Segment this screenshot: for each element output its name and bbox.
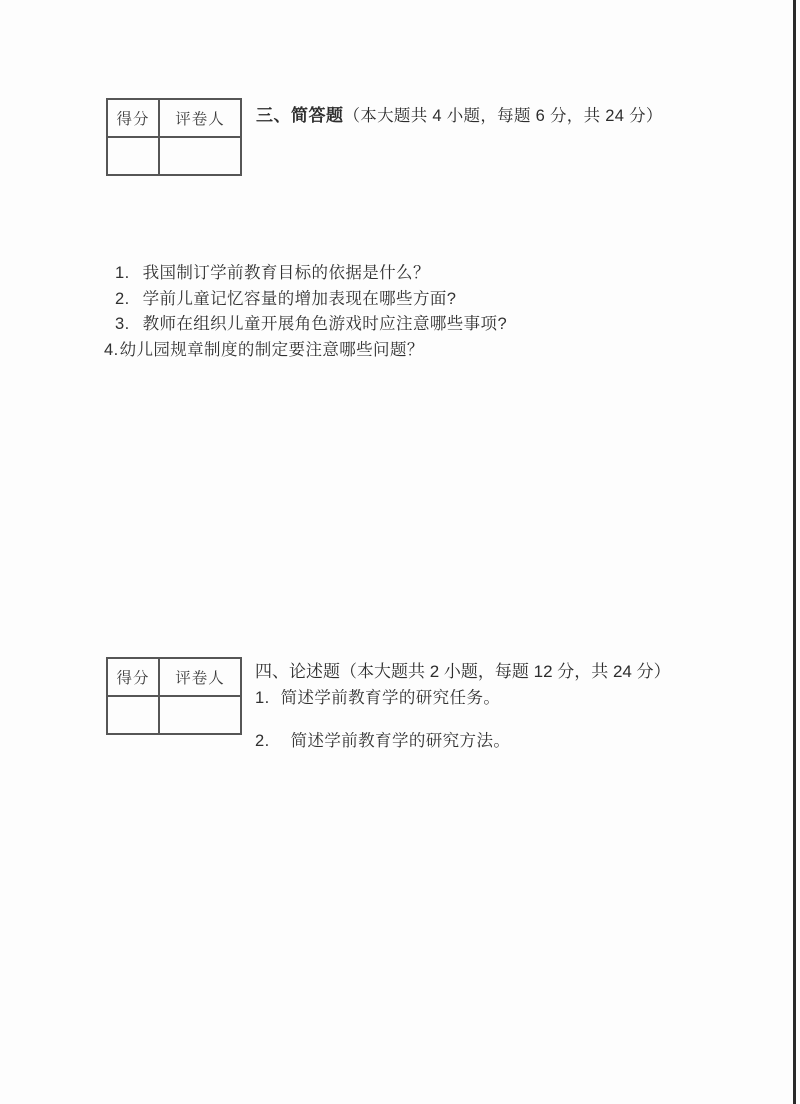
section3-title: 三、简答题 [256,106,344,125]
score-empty-cell [107,137,159,175]
question-text: 简述学前教育学的研究方法。 [290,732,511,750]
question-item [104,338,507,364]
question-number: 1. [255,689,270,707]
section4-title: 四、论述题 [255,662,340,681]
section3-title-note: （本大题共 4 小题，每题 6 分，共 24 分） [343,107,663,125]
question-text: 我国制订学前教育目标的依据是什么？ [142,264,430,282]
section4-title-note: （本大题共 2 小题，每题 12 分，共 24 分） [340,662,671,681]
section3-header [256,101,663,126]
question-text: 教师在组织儿童开展角色游戏时应注意哪些事项? [142,315,508,333]
grader-empty-cell [159,696,241,734]
section4-block [255,659,671,754]
grader-empty-cell [159,137,241,175]
question-number: 2. [115,289,130,308]
question-text: 幼儿园规章制度的制定要注意哪些问题？ [119,340,424,359]
page-right-edge-scan-line [793,0,796,1104]
question-item [104,261,507,287]
question-item [255,685,671,711]
score-label-cell: 得分 [107,658,159,696]
score-table-section4 [106,657,242,735]
score-label-cell: 得分 [107,99,159,137]
question-item [104,287,507,313]
grader-label-cell: 评卷人 [159,99,241,137]
score-table-section3 [106,98,242,176]
grader-label-cell: 评卷人 [159,658,241,696]
question-item [104,312,507,338]
question-text: 学前儿童记忆容量的增加表现在哪些方面? [142,289,457,308]
question-text: 简述学前教育学的研究任务。 [280,689,501,707]
question-number: 3. [115,315,130,333]
question-number: 4. [104,340,119,359]
question-item [255,728,671,754]
section3-question-list [104,261,507,363]
score-empty-cell [107,696,159,734]
question-number: 2. [255,732,270,750]
section4-header [255,659,671,685]
question-number: 1. [115,264,130,282]
